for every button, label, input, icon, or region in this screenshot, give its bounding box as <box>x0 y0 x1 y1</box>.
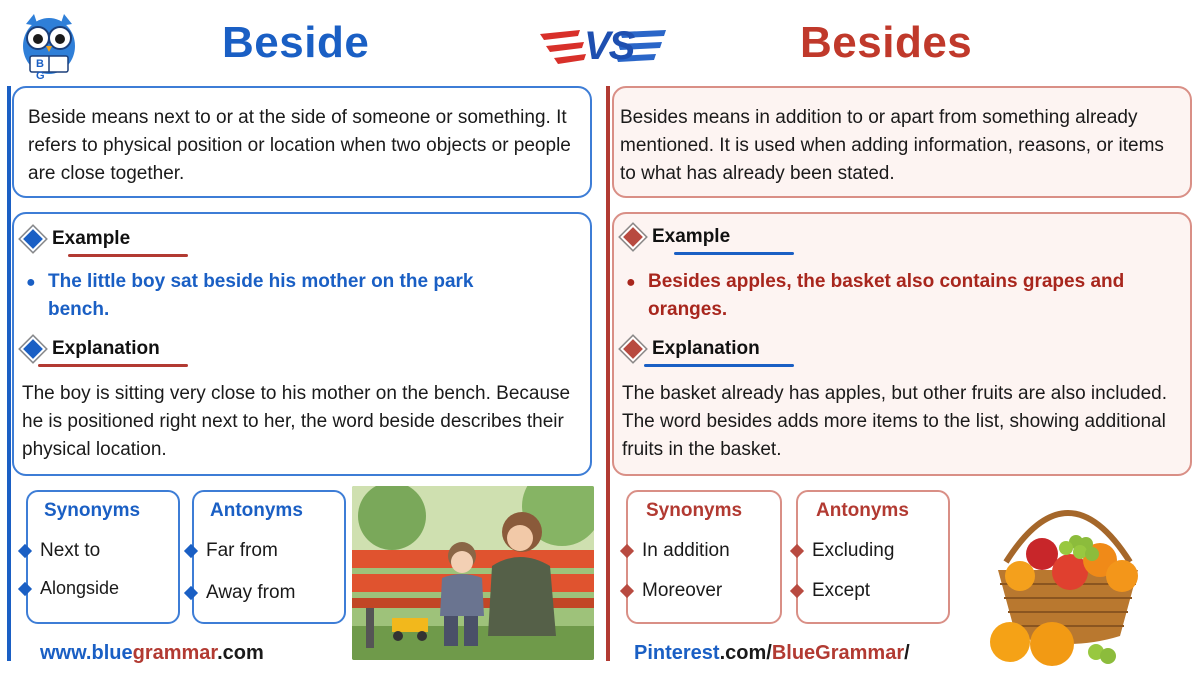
logo-letters: B G <box>36 58 54 82</box>
site-part: BlueGrammar <box>771 642 905 664</box>
left-explanation-tag <box>18 334 188 364</box>
diamond-bullet-icon <box>790 544 804 558</box>
left-example-tag <box>18 224 188 254</box>
left-explanation-text: The boy is sitting very close to his mother on the bench. Because he is positioned right next to her, the word beside describes their physical location. <box>22 383 571 460</box>
diamond-icon <box>620 336 645 361</box>
left-synonym-text: Alongside <box>40 578 120 598</box>
tag-underline <box>674 252 794 255</box>
diamond-bullet-icon <box>18 544 32 558</box>
right-synonyms-title: Synonyms <box>646 500 743 521</box>
right-pinterest-link[interactable] <box>634 642 910 665</box>
right-antonyms-title: Antonyms <box>816 500 909 521</box>
right-antonym-text: Excluding <box>812 540 895 561</box>
left-example-label: Example <box>52 228 131 249</box>
right-title: Besides <box>800 18 973 67</box>
right-definition: Besides means in addition to or apart from something already mentioned. It is used when adding information, reasons, or items to what has already been stated. <box>620 107 1164 184</box>
diamond-bullet-icon <box>184 586 198 600</box>
left-explanation-label: Explanation <box>52 338 160 359</box>
right-antonym-text: Except <box>812 580 871 601</box>
left-example-item <box>26 268 526 324</box>
left-antonyms-title: Antonyms <box>210 500 303 521</box>
left-example-box <box>12 212 592 476</box>
right-example-item <box>626 268 1166 324</box>
right-explanation-label: Explanation <box>652 338 760 359</box>
right-explanation-tag <box>618 334 794 364</box>
left-title: Beside <box>222 18 370 67</box>
left-antonym-item <box>186 540 278 562</box>
left-synonyms-title: Synonyms <box>44 500 141 521</box>
site-part: grammar <box>132 642 218 664</box>
left-antonym-item <box>186 582 295 604</box>
right-synonyms-card <box>626 490 782 624</box>
diamond-icon <box>20 336 45 361</box>
site-part: www.blue <box>40 642 133 664</box>
diamond-icon <box>20 226 45 251</box>
right-synonym-text: Moreover <box>642 580 723 601</box>
diamond-bullet-icon <box>18 581 32 595</box>
right-definition-box <box>612 86 1192 198</box>
tag-underline <box>644 364 794 367</box>
right-synonym-item <box>622 580 722 602</box>
right-synonym-text: In addition <box>642 540 730 561</box>
left-antonym-text: Far from <box>206 540 278 561</box>
right-antonym-item <box>792 540 894 562</box>
left-antonym-text: Away from <box>206 582 296 603</box>
left-definition-box <box>12 86 592 198</box>
bullet-icon: ● <box>26 274 36 291</box>
diamond-bullet-icon <box>620 584 634 598</box>
right-explanation-text: The basket already has apples, but other fruits are also included. The word besides adds more items to the list, showing additional fruits in the basket. <box>622 383 1167 460</box>
site-part: / <box>904 642 910 664</box>
left-definition: Beside means next to or at the side of someone or something. It refers to physical position or location when two objects or people are close together. <box>28 107 571 184</box>
vs-label: VS <box>584 24 634 68</box>
site-part: Pinterest <box>634 642 720 664</box>
diamond-icon <box>620 224 645 249</box>
vs-emblem <box>540 22 670 70</box>
right-example-label: Example <box>652 226 731 247</box>
boy-and-mother-photo <box>352 486 594 660</box>
bluegrammar-owl-logo <box>18 10 80 82</box>
left-website-link[interactable] <box>40 642 264 665</box>
right-antonyms-card <box>796 490 950 624</box>
left-example-text: The little boy sat beside his mother on the park bench. <box>48 271 474 320</box>
left-antonyms-card <box>192 490 346 624</box>
diamond-bullet-icon <box>184 544 198 558</box>
left-accent-line <box>7 86 11 661</box>
right-antonym-item <box>792 580 870 602</box>
right-synonym-item <box>622 540 730 562</box>
right-example-tag <box>618 222 794 252</box>
site-part: .com <box>217 642 264 664</box>
bullet-icon: ● <box>626 274 636 291</box>
diamond-bullet-icon <box>620 544 634 558</box>
left-synonym-text: Next to <box>40 540 101 561</box>
left-synonym-item <box>20 540 100 562</box>
tag-underline <box>68 254 188 257</box>
site-part: .com/ <box>719 642 772 664</box>
tag-underline <box>38 364 188 367</box>
left-synonyms-card <box>26 490 180 624</box>
diamond-bullet-icon <box>790 584 804 598</box>
left-synonym-item <box>20 578 119 599</box>
right-accent-line <box>606 86 610 661</box>
right-example-box <box>612 212 1192 476</box>
right-example-text: Besides apples, the basket also contains grapes and oranges. <box>648 271 1125 320</box>
fruit-basket-image <box>980 484 1156 670</box>
